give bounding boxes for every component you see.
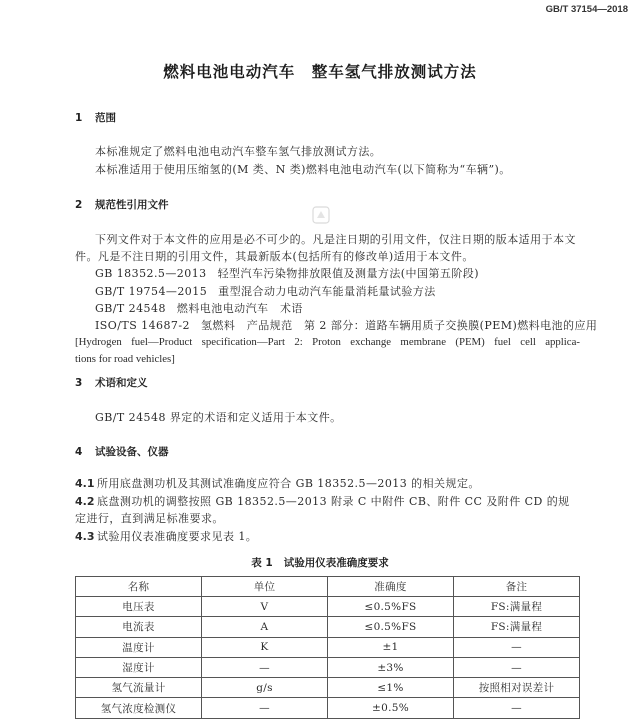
column-header-remark: 备注 bbox=[454, 577, 580, 597]
reference-item bbox=[75, 283, 580, 300]
clause-text: 试验用仪表准确度要求见表 1。 bbox=[97, 529, 258, 543]
watermark-icon bbox=[311, 205, 331, 225]
section-number: 3 bbox=[75, 377, 83, 389]
table-number: 表 1 bbox=[251, 557, 273, 569]
table-title: 试验用仪表准确度要求 bbox=[283, 557, 389, 569]
table-row bbox=[76, 637, 580, 657]
table-row bbox=[76, 678, 580, 698]
cell-name: 电流表 bbox=[76, 617, 202, 637]
cell-accuracy: ≤1% bbox=[328, 678, 454, 698]
cell-remark: — bbox=[454, 637, 580, 657]
cell-remark: — bbox=[454, 698, 580, 718]
instrument-accuracy-table bbox=[75, 576, 580, 719]
cell-remark: — bbox=[454, 657, 580, 677]
section-2-body bbox=[75, 231, 598, 369]
cell-accuracy: ±1 bbox=[328, 637, 454, 657]
cell-remark: 按照相对误差计 bbox=[454, 678, 580, 698]
section-3-heading bbox=[75, 374, 148, 392]
clause-number: 4.3 bbox=[75, 529, 95, 543]
clause-4-3 bbox=[75, 528, 580, 546]
cell-remark: FS:满量程 bbox=[454, 617, 580, 637]
cell-unit: g/s bbox=[202, 678, 328, 698]
cell-unit: A bbox=[202, 617, 328, 637]
paragraph: 本标准规定了燃料电池电动汽车整车氢气排放测试方法。 bbox=[95, 145, 382, 158]
section-4-body bbox=[75, 475, 580, 545]
reference-code: ISO/TS 14687-2 bbox=[95, 319, 190, 333]
reference-english-title: tions for road vehicles] bbox=[75, 353, 175, 366]
table-row bbox=[76, 617, 580, 637]
cell-unit: V bbox=[202, 597, 328, 617]
clause-4-1 bbox=[75, 475, 580, 493]
table-row bbox=[76, 657, 580, 677]
cell-name: 氢气浓度检测仪 bbox=[76, 698, 202, 718]
reference-code: GB 18352.5—2013 bbox=[95, 267, 207, 281]
section-4-heading bbox=[75, 443, 169, 461]
cell-unit: — bbox=[202, 657, 328, 677]
clause-number: 4.1 bbox=[75, 477, 95, 490]
reference-title: 氢燃料 产品规范 第 2 部分：道路车辆用质子交换膜(PEM)燃料电池的应用 bbox=[200, 319, 598, 333]
clause-number: 4.2 bbox=[75, 494, 95, 508]
section-number: 4 bbox=[75, 446, 83, 458]
cell-unit: K bbox=[202, 637, 328, 657]
column-header-name: 名称 bbox=[76, 577, 202, 597]
column-header-unit: 单位 bbox=[202, 577, 328, 597]
reference-title: 燃料电池电动汽车 术语 bbox=[176, 301, 303, 315]
paragraph: GB/T 24548 界定的术语和定义适用于本文件。 bbox=[95, 411, 342, 424]
section-title: 术语和定义 bbox=[95, 377, 148, 389]
cell-name: 湿度计 bbox=[76, 657, 202, 677]
paragraph: 本标准适用于使用压缩氢的(M 类、N 类)燃料电池电动汽车(以下简称为“车辆”)。 bbox=[95, 163, 511, 176]
section-title: 范围 bbox=[95, 112, 116, 124]
clause-4-2 bbox=[75, 493, 580, 528]
section-number: 2 bbox=[75, 199, 83, 211]
table-row bbox=[76, 698, 580, 718]
reference-code: GB/T 19754—2015 bbox=[95, 284, 208, 298]
clause-text: 底盘测功机的调整按照 GB 18352.5—2013 附录 C 中附件 CB、附件 CC 及附件 CD 的规定进行，直到满足标准要求。 bbox=[75, 494, 570, 525]
column-header-accuracy: 准确度 bbox=[328, 577, 454, 597]
cell-accuracy: ±0.5% bbox=[328, 698, 454, 718]
section-number: 1 bbox=[75, 112, 83, 124]
standard-number: GB/T 37154—2018 bbox=[545, 4, 628, 15]
cell-accuracy: ≤0.5%FS bbox=[328, 597, 454, 617]
reference-item bbox=[75, 300, 580, 317]
cell-accuracy: ≤0.5%FS bbox=[328, 617, 454, 637]
cell-name: 温度计 bbox=[76, 637, 202, 657]
cell-name: 氢气流量计 bbox=[76, 678, 202, 698]
cell-remark: FS:满量程 bbox=[454, 597, 580, 617]
cell-accuracy: ±3% bbox=[328, 657, 454, 677]
section-title: 试验设备、仪器 bbox=[95, 446, 169, 458]
reference-title: 重型混合动力电动汽车能量消耗量试验方法 bbox=[218, 284, 436, 298]
cell-unit: — bbox=[202, 698, 328, 718]
reference-item bbox=[75, 265, 580, 282]
section-title: 规范性引用文件 bbox=[95, 199, 169, 211]
reference-code: GB/T 24548 bbox=[95, 301, 166, 315]
reference-item bbox=[75, 317, 598, 334]
document-title: 燃料电池电动汽车 整车氢气排放测试方法 bbox=[163, 63, 477, 81]
table-header-row bbox=[76, 577, 580, 597]
section-1-heading bbox=[75, 109, 116, 127]
section-2-heading bbox=[75, 196, 169, 214]
table-row bbox=[76, 597, 580, 617]
reference-title: 轻型汽车污染物排放限值及测量方法(中国第五阶段) bbox=[217, 267, 479, 281]
paragraph: 下列文件对于本文件的应用是必不可少的。凡是注日期的引用文件，仅注日期的版本适用于本文件。凡是不注日期的引用文件，其最新版本(包括所有的修改单)适用于本文件。 bbox=[75, 233, 576, 264]
clause-text: 所用底盘测功机及其测试准确度应符合 GB 18352.5—2013 的相关规定。 bbox=[97, 477, 480, 490]
table-caption bbox=[0, 554, 640, 572]
cell-name: 电压表 bbox=[76, 597, 202, 617]
section-3-body bbox=[75, 409, 580, 426]
reference-english-title: [Hydrogen fuel—Product specification—Part 2: Proton exchange membrane (PEM) fuel cell applica- bbox=[75, 336, 580, 349]
section-1-body bbox=[75, 143, 580, 179]
